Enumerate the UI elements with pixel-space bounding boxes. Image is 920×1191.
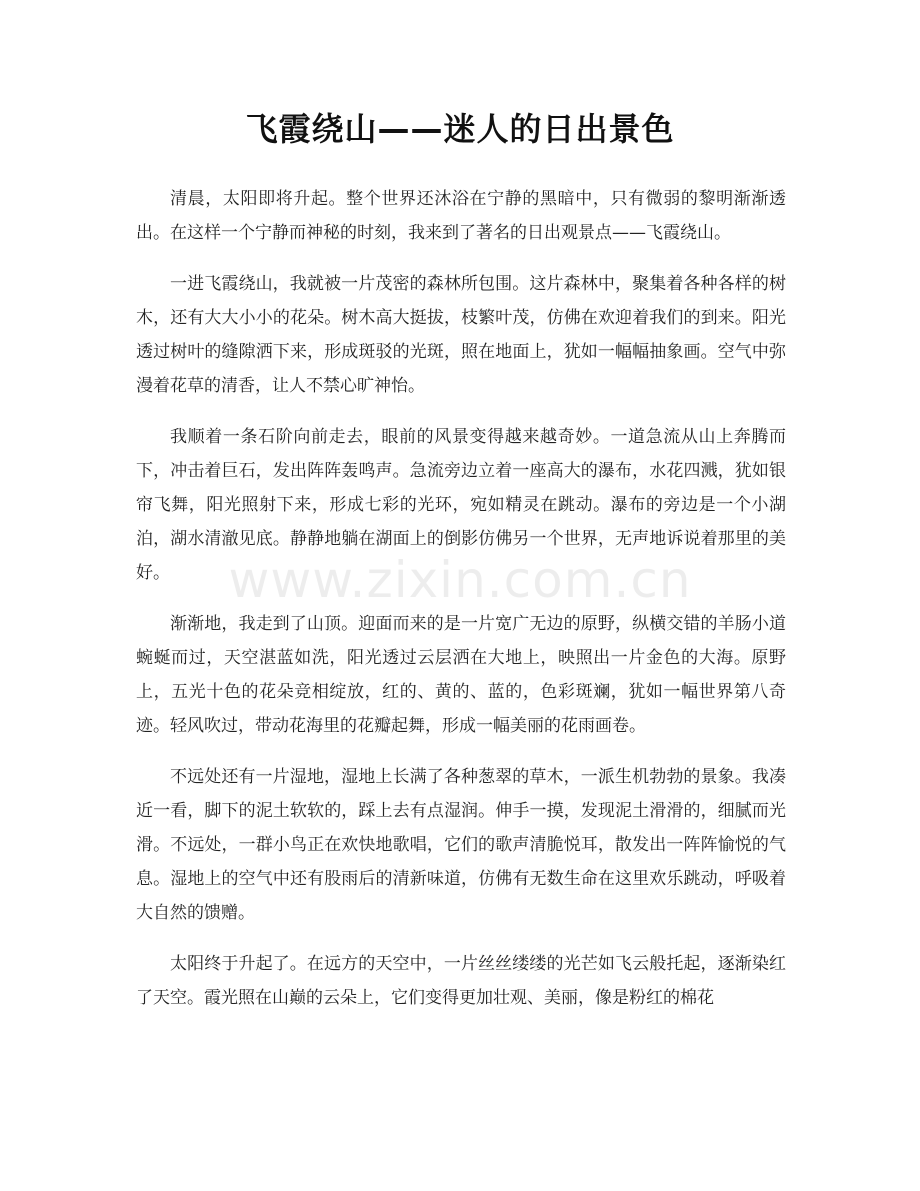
- paragraph: 渐渐地，我走到了山顶。迎面而来的是一片宽广无边的原野，纵横交错的羊肠小道蜿蜒而过，天空湛蓝如洗，阳光透过云层洒在大地上，映照出一片金色的大海。原野上，五光十色的花朵竞相绽放，红的、黄的、蓝的，色彩斑斓，犹如一幅世界第八奇迹。轻风吹过，带动花海里的花瓣起舞，形成一幅美丽的花雨画卷。: [136, 614, 786, 736]
- paragraph: 一进飞霞绕山，我就被一片茂密的森林所包围。这片森林中，聚集着各种各样的树木，还有大大小小的花朵。树木高大挺拔，枝繁叶茂，仿佛在欢迎着我们的到来。阳光透过树叶的缝隙洒下来，形成斑驳的光斑，照在地面上，犹如一幅幅抽象画。空气中弥漫着花草的清香，让人不禁心旷神怡。: [136, 274, 786, 396]
- paragraph: 不远处还有一片湿地，湿地上长满了各种葱翠的草木，一派生机勃勃的景象。我凑近一看，脚下的泥土软软的，踩上去有点湿润。伸手一摸，发现泥土滑滑的，细腻而光滑。不远处，一群小鸟正在欢快地歌唱，它们的歌声清脆悦耳，散发出一阵阵愉悦的气息。湿地上的空气中还有股雨后的清新味道，仿佛有无数生命在这里欢乐跳动，呼吸着大自然的馈赠。: [136, 767, 786, 923]
- document-body: [136, 182, 786, 1032]
- paragraph: 清晨，太阳即将升起。整个世界还沐浴在宁静的黑暗中，只有微弱的黎明渐渐透出。在这样一个宁静而神秘的时刻，我来到了著名的日出观景点——飞霞绕山。: [136, 189, 786, 243]
- document-title: 飞霞绕山——迷人的日出景色: [245, 110, 675, 148]
- watermark: www.zixin.com.cn: [228, 551, 692, 609]
- paragraph: 太阳终于升起了。在远方的天空中，一片丝丝缕缕的光芒如飞云般托起，逐渐染红了天空。霞光照在山巅的云朵上，它们变得更加壮观、美丽，像是粉红的棉花: [136, 954, 786, 1008]
- paragraph: 我顺着一条石阶向前走去，眼前的风景变得越来越奇妙。一道急流从山上奔腾而下，冲击着巨石，发出阵阵轰鸣声。急流旁边立着一座高大的瀑布，水花四溅，犹如银帘飞舞，阳光照射下来，形成七彩的光环，宛如精灵在跳动。瀑布的旁边是一个小湖泊，湖水清澈见底。静静地躺在湖面上的倒影仿佛另一个世界，无声地诉说着那里的美好。: [136, 427, 786, 583]
